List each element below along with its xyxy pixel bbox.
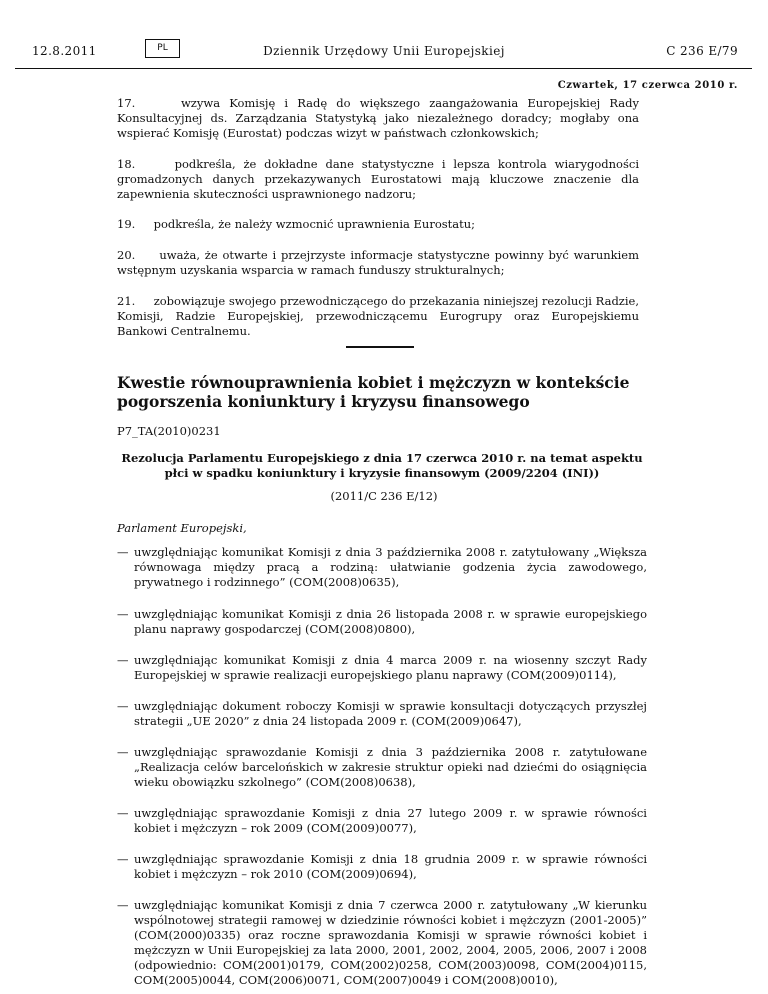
list-item-text: uwzględniając sprawozdanie Komisji z dnia 3 października 2008 r. zatytułowane „Realizacja celów barcelońskich w zakresie struktur opieki nad dziećmi do osiągnięcia wieku obowiązku szkolnego” (COM(2008)0638), bbox=[134, 745, 647, 789]
point-number: 19. bbox=[117, 217, 136, 231]
list-item bbox=[117, 898, 647, 988]
page-reference: C 236 E/79 bbox=[666, 44, 738, 58]
point-text: zobowiązuje swojego przewodniczącego do przekazania niniejszej rezolucji Radzie, Komisji, Radzie Europejskiej, przewodniczącemu Eurogrupy oraz Europejskiemu Bankowi Centralnemu. bbox=[117, 294, 639, 338]
point-number: 17. bbox=[117, 96, 136, 110]
document-code: P7_TA(2010)0231 bbox=[117, 424, 221, 438]
list-item-text: uwzględniając komunikat Komisji z dnia 4 marca 2009 r. na wiosenny szczyt Rady Europejskiej w sprawie realizacji europejskiego planu naprawy (COM(2009)0114), bbox=[134, 653, 647, 682]
list-item-text: uwzględniając sprawozdanie Komisji z dnia 27 lutego 2009 r. w sprawie równości kobiet i mężczyzn – rok 2009 (COM(2009)0077), bbox=[134, 806, 647, 835]
resolution-title: Rezolucja Parlamentu Europejskiego z dnia 17 czerwca 2010 r. na temat aspektu płci w spadku koniunktury i kryzysie finansowym (2009/2204 (INI)) bbox=[121, 451, 643, 480]
dash-bullet: — bbox=[117, 653, 129, 667]
journal-title: Dziennik Urzędowy Unii Europejskiej bbox=[263, 44, 505, 58]
session-date: Czwartek, 17 czerwca 2010 r. bbox=[557, 80, 738, 91]
section-title: Kwestie równouprawnienia kobiet i mężczyzn w kontekście pogorszenia koniunktury i kryzysu finansowego bbox=[117, 373, 630, 411]
list-item-text: uwzględniając dokument roboczy Komisji w sprawie konsultacji dotyczących przyszłej strategii „UE 2020” z dnia 24 listopada 2009 r. (COM(2009)0647), bbox=[134, 699, 647, 728]
list-item bbox=[117, 852, 647, 882]
point-text: uważa, że otwarte i przejrzyste informacje statystyczne powinny być warunkiem wstępnym uzyskania wsparcia w ramach funduszy strukturalnych; bbox=[117, 248, 639, 277]
language-badge: PL bbox=[145, 39, 180, 58]
point-text: wzywa Komisję i Radę do większego zaangażowania Europejskiej Rady Konsultacyjnej ds. Zarządzania Statystyką jako niezależnego doradcy; mogłaby ona wspierać Komisję (Eurostat) podczas wizyt w państwach członkowskich; bbox=[117, 96, 639, 140]
list-item bbox=[117, 699, 647, 729]
dash-bullet: — bbox=[117, 699, 129, 713]
point-19 bbox=[117, 217, 639, 232]
point-text: podkreśla, że dokładne dane statystyczne i lepsza kontrola wiarygodności gromadzonych danych przekazywanych Eurostatowi mają kluczowe znaczenie dla zapewnienia skuteczności usprawnionego nadzoru; bbox=[117, 157, 639, 201]
dash-bullet: — bbox=[117, 607, 129, 621]
list-item bbox=[117, 745, 647, 790]
list-item-text: uwzględniając komunikat Komisji z dnia 3 października 2008 r. zatytułowany „Większa równowaga między pracą a rodziną: ułatwianie godzenia życia zawodowego, prywatnego i rodzinnego” (COM(2008)0635), bbox=[134, 545, 647, 589]
header-rule bbox=[15, 68, 752, 69]
parliament-heading: Parlament Europejski, bbox=[117, 521, 247, 535]
header-date: 12.8.2011 bbox=[32, 44, 97, 58]
list-item bbox=[117, 806, 647, 836]
point-21 bbox=[117, 294, 639, 339]
point-number: 21. bbox=[117, 294, 136, 308]
dash-bullet: — bbox=[117, 806, 129, 820]
dash-bullet: — bbox=[117, 898, 129, 912]
point-18 bbox=[117, 157, 639, 202]
list-item bbox=[117, 653, 647, 683]
list-item bbox=[117, 545, 647, 590]
list-item-text: uwzględniając sprawozdanie Komisji z dnia 18 grudnia 2009 r. w sprawie równości kobiet i mężczyzn – rok 2010 (COM(2009)0694), bbox=[134, 852, 647, 881]
point-text: podkreśla, że należy wzmocnić uprawnienia Eurostatu; bbox=[153, 217, 476, 231]
point-number: 18. bbox=[117, 157, 136, 171]
section-separator bbox=[346, 346, 414, 348]
dash-bullet: — bbox=[117, 852, 129, 866]
point-number: 20. bbox=[117, 248, 136, 262]
list-item-text: uwzględniając komunikat Komisji z dnia 26 listopada 2008 r. w sprawie europejskiego planu naprawy gospodarczej (COM(2008)0800), bbox=[134, 607, 647, 636]
list-item bbox=[117, 607, 647, 637]
point-20 bbox=[117, 248, 639, 278]
point-17 bbox=[117, 96, 639, 141]
dash-bullet: — bbox=[117, 745, 129, 759]
dash-bullet: — bbox=[117, 545, 129, 559]
journal-reference: (2011/C 236 E/12) bbox=[330, 489, 438, 503]
list-item-text: uwzględniając komunikat Komisji z dnia 7 czerwca 2000 r. zatytułowany „W kierunku wspólnotowej strategii ramowej w dziedzinie równości kobiet i mężczyzn (2001-2005)” (COM(2000)0335) oraz roczne sprawozdania Komisji w sprawie równości kobiet i mężczyzn w Unii Europejskiej za lata 2000, 2001, 2002, 2004, 2005, 2006, 2007 i 2008 (odpowiednio: COM(2001)0179, COM(2002)0258, COM(2003)0098, COM(2004)0115, COM(2005)0044, COM(2006)0071, COM(2007)0049 i COM(2008)0010), bbox=[134, 898, 647, 987]
